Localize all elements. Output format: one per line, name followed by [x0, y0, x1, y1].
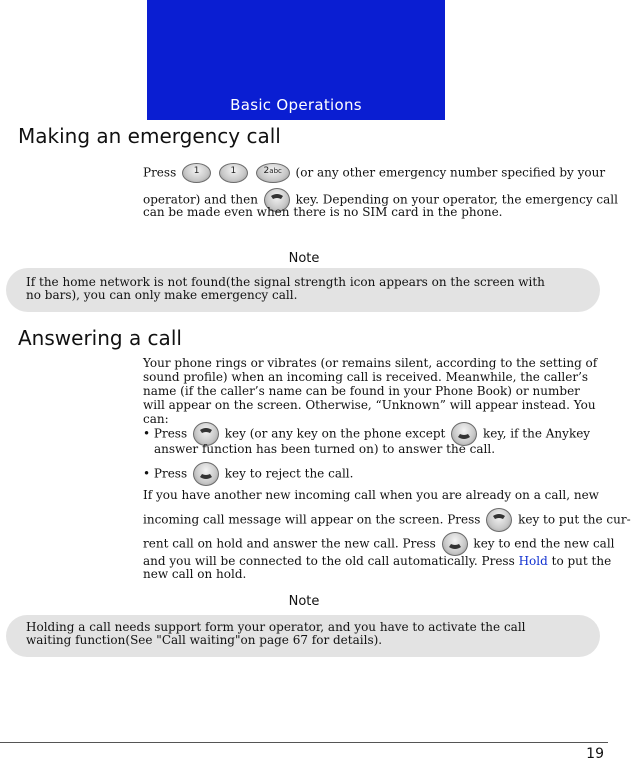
- page-number: 19: [586, 746, 604, 762]
- note-label: Note: [288, 594, 320, 609]
- press-text: Press: [143, 165, 177, 180]
- bullet1-mid: key (or any key on the phone except: [224, 426, 446, 441]
- key-2-icon: [256, 163, 290, 183]
- p2-line-1: If you have another new incoming call when you are already on a call, new: [143, 488, 599, 502]
- note-box: [6, 268, 600, 312]
- note-text: Holding a call needs support form your operator, and you have to activate the call waiting function(See "Call waiting"on page 67 for details).: [26, 620, 526, 647]
- footer-divider: [0, 742, 608, 743]
- bullet1-start: • Press: [143, 426, 188, 441]
- note-text: If the home network is not found(the signal strength icon appears on the screen with no bars), you can only make emergency call.: [26, 275, 545, 302]
- p2-line2-end: key to put the cur-: [518, 512, 631, 527]
- p2-line-3: [143, 532, 615, 556]
- bullet2-end: key to reject the call.: [224, 466, 354, 481]
- emergency-line-3: can be made even when there is no SIM card in the phone.: [143, 205, 503, 219]
- p2-line-5: new call on hold.: [143, 567, 247, 581]
- emergency-line-1: [143, 163, 605, 183]
- line2-rest: key. Depending on your operator, the emergency call: [295, 192, 618, 207]
- line2-start: operator) and then: [143, 192, 258, 207]
- p2-line3-end: key to end the new call: [473, 536, 615, 551]
- bullet1-end: key, if the Anykey: [483, 426, 591, 441]
- emergency-line-1-rest: (or any other emergency number specified by your: [295, 165, 606, 180]
- end-key-icon: [442, 532, 468, 556]
- note-label: Note: [288, 251, 320, 266]
- answering-heading: Answering a call: [18, 326, 182, 350]
- end-key-icon: [193, 462, 219, 486]
- emergency-heading: Making an emergency call: [18, 124, 281, 148]
- chapter-title: Basic Operations: [230, 96, 362, 114]
- key-2-sub: abc: [269, 167, 282, 175]
- key-1-label: 1: [230, 166, 237, 176]
- chapter-header: [147, 0, 445, 120]
- p2-line3-start: rent call on hold and answer the new call. Press: [143, 536, 436, 551]
- p2-line2-start: incoming call message will appear on the screen. Press: [143, 512, 481, 527]
- p2-line-2: [143, 508, 631, 532]
- hold-softkey-label: Hold: [518, 554, 548, 568]
- bullet-1-line-2: answer function has been turned on) to answer the call.: [154, 442, 496, 456]
- p2-line4-start: and you will be connected to the old call automatically. Press: [143, 554, 515, 568]
- bullet-2: [143, 462, 353, 486]
- key-2-label: 2: [263, 166, 270, 176]
- answering-intro: Your phone rings or vibrates (or remains silent, according to the setting of sound profile) when an incoming call is received. Meanwhile, the caller’s name (if the caller’s name can be found in your Phone Book) or number will appear on the screen. Otherwise, “Unknown” will appear instead. You can:: [143, 356, 598, 426]
- p2-line-4: [143, 554, 611, 568]
- bullet2-start: • Press: [143, 466, 188, 481]
- note-box: [6, 615, 600, 657]
- key-1-icon: [182, 163, 211, 183]
- key-1-label: 1: [193, 166, 200, 176]
- p2-line4-end: to put the: [551, 554, 612, 568]
- key-1-icon: [219, 163, 248, 183]
- send-key-icon: [486, 508, 512, 532]
